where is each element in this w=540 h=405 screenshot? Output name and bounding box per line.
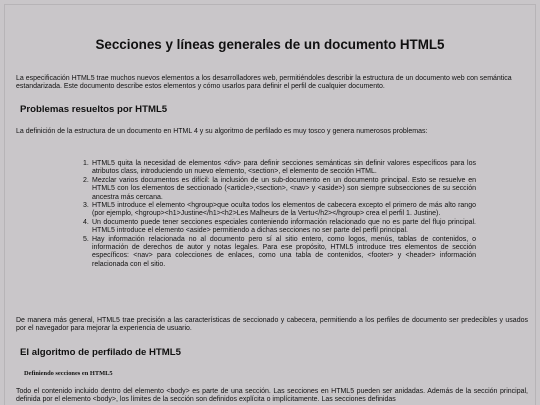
- list-item-number: 5.: [83, 235, 89, 243]
- list-item-number: 4.: [83, 218, 89, 226]
- list-item-number: 2.: [83, 176, 89, 184]
- list-item-text: HTML5 introduce el elemento <hgroup>que oculta todos los elementos de cabecera excepto el primero de más alto rango (por ejemplo, <hgroup><h1>Justine</h1><h2>Les Malheurs de la Vertu</h2></hgroup> crea el perfil 1. Justine).: [92, 202, 476, 218]
- list-item: [83, 176, 476, 202]
- problems-intro-paragraph: La definición de la estructura de un documento en HTML 4 y su algoritmo de perfilado es muy tosco y genera numerosos problemas:: [16, 128, 428, 135]
- list-item-number: 1.: [83, 160, 89, 167]
- subsection-heading-defining-sections: Definiendo secciones en HTML5: [24, 370, 113, 377]
- intro-paragraph: La especificación HTML5 trae muchos nuevos elementos a los desarrolladores web, permitiéndoles describir la estructura de un documento web con semántica estandarizada. Este documento describe estos elementos y cómo usarlos para definir el perfil de cualquier documento.: [16, 75, 512, 91]
- list-item: [83, 202, 476, 219]
- list-item-text: HTML5 quita la necesidad de elementos <div> para definir secciones semánticas sin definir valores específicos para los atributos class, introduciendo un nuevo elemento, <section>, el elemento de sección HTML.: [92, 160, 476, 176]
- list-item: [83, 218, 476, 236]
- section-heading-problems: Problemas resueltos por HTML5: [20, 104, 168, 115]
- sections-paragraph: Todo el contenido incluido dentro del elemento <body> es parte de una sección. Las secciones en HTML5 pueden ser anidadas. Además de la sección principal, definida por el elemento <body>, los límites de la sección son definidos explícita o implícitamente. Las secciones definidas: [16, 388, 528, 404]
- closing-paragraph: De manera más general, HTML5 trae precisión a las características de seccionado y cabecera, permitiendo a los perfiles de documento ser predecibles y usados por el navegador para mejorar la experiencia de usuario.: [16, 317, 528, 333]
- list-item: [83, 160, 476, 177]
- list-item-number: 3.: [83, 202, 89, 210]
- document-frame: [4, 4, 536, 405]
- page-title: Secciones y líneas generales de un documento HTML5: [95, 37, 445, 52]
- list-item-text: Mezclar varios documentos es difícil: la inclusión de un sub-documento en un documento principal. Esto se resuelve en HTML5 con los elementos de seccionado (<article>,<section>, <nav> y <aside>) son siempre subsecciones de su sección ancestra más cercana.: [92, 176, 476, 201]
- section-heading-algorithm: El algoritmo de perfilado de HTML5: [20, 347, 181, 358]
- list-item-text: Un documento puede tener secciones especiales conteniendo información relacionado que no es parte del flujo principal. HTML5 introduce el elemento <aside> permitiendo a dichas secciones no ser parte del perfil principal.: [92, 218, 476, 235]
- list-item: [83, 235, 476, 270]
- problems-list: [83, 160, 476, 269]
- list-item-text: Hay información relacionada no al documento pero sí al sitio entero, como logos, menús, tablas de contenidos, o información de derechos de autor y notas legales. Para ese propósito, HTML5 introduce tres elementos de sección específicos: <nav> para colecciones de enlaces, como una tabla de contenidos, <footer> y <header> información relacionada con el sitio.: [92, 235, 476, 268]
